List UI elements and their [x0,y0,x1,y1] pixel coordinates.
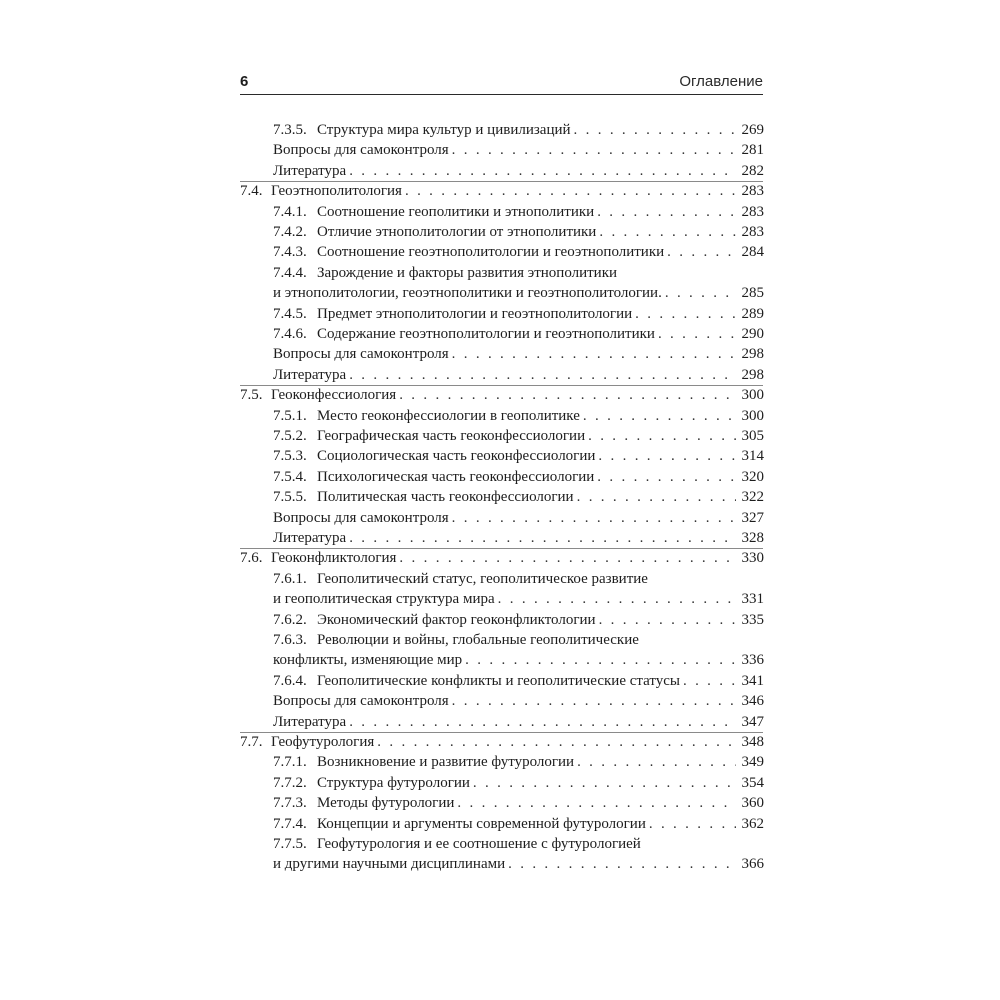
toc-entry-continuation [273,854,764,874]
toc-entry-page: 354 [741,774,764,791]
dot-leader [577,487,736,507]
dot-leader [667,242,735,262]
dot-leader [577,752,735,772]
toc-entry [273,324,764,344]
toc-entry-continuation [273,283,764,303]
toc-entry-number: 7.5.1. [273,407,307,424]
toc-entry-page: 336 [741,652,764,669]
toc-entry-page: 289 [741,305,764,322]
running-title: Оглавление [679,73,763,90]
dot-leader [452,508,736,528]
toc-entry-title-continued: и другими научными дисциплинами [273,856,506,873]
toc-entry-title: Литература [273,366,347,383]
dot-leader [498,589,736,609]
toc-entry-title: Геоконфликтология [271,550,397,567]
toc-entry-number: 7.4.5. [273,305,307,322]
toc-entry [273,610,764,630]
toc-entry-title: Содержание геоэтнополитологии и геоэтнополитики [317,326,655,342]
toc-entry-title: Геополитические конфликты и геополитические статусы [317,672,680,689]
toc-entry-page: 298 [741,346,764,363]
toc-entry-title: Геоконфессиология [271,387,397,404]
toc-entry-page: 341 [741,672,764,689]
toc-entry-page: 366 [741,856,764,873]
toc-entry-number: 7.5.5. [273,489,307,506]
toc-section [240,732,764,752]
page-number: 6 [240,73,249,90]
dot-leader [399,548,735,568]
toc-entry-title: Вопросы для самоконтроля [273,509,449,526]
dot-leader [508,854,735,874]
toc-entry-number: 7.6.2. [273,611,307,628]
toc-entry-number: 7.6. [240,550,263,567]
toc-entry-number: 7.4.3. [273,244,307,261]
dot-leader [405,181,736,201]
toc-entry-number: 7.4. [240,183,263,200]
dot-leader [349,528,735,548]
toc-entry-title: Революции и войны, глобальные геополитические [317,632,639,648]
dot-leader [598,446,735,466]
toc-entry [273,406,764,426]
toc-entry-page: 290 [741,326,764,342]
toc-entry-title: Предмет этнополитологии и геоэтнополитологии [317,305,633,322]
toc-entry-page: 283 [741,224,764,240]
section-divider [240,548,763,549]
toc-entry-number: 7.6.1. [273,570,307,587]
toc-entry-page: 305 [741,428,764,444]
toc-entry [273,202,764,222]
toc-entry [273,263,764,283]
toc-entry-title: Геофутурология и ее соотношение с футурологией [317,836,641,852]
toc-entry-page: 298 [741,366,764,383]
toc-entry-title: Вопросы для самоконтроля [273,693,449,710]
toc-entry [273,365,764,385]
section-divider [240,732,763,733]
dot-leader [683,671,736,691]
toc-entry-title: Социологическая часть геоконфессиологии [317,448,596,465]
toc-entry-number: 7.6.3. [273,632,307,648]
toc-entry-title: Литература [273,530,347,546]
toc-entry [273,140,764,160]
toc-entry-number: 7.5.4. [273,468,307,485]
toc-entry-page: 320 [741,468,764,485]
toc-entry-title: Политическая часть геоконфессиологии [317,489,574,506]
toc-entry-title-continued: конфликты, изменяющие мир [273,652,463,669]
toc-entry-page: 300 [741,387,764,404]
toc-entry-title: Методы футурологии [317,795,455,812]
toc-entry [273,222,764,242]
toc-entry-number: 7.7.3. [273,795,307,812]
dot-leader [599,222,735,242]
section-divider [240,385,763,386]
toc-entry-title: Зарождение и факторы развития этнополитики [317,264,618,281]
toc-entry-number: 7.3.5. [273,122,307,138]
toc-entry-title: Литература [273,713,347,730]
toc-entry-page: 331 [741,591,764,608]
toc-entry-title: Вопросы для самоконтроля [273,346,449,363]
toc-entry-title: Психологическая часть геоконфессиологии [317,468,595,485]
toc-entry-page: 328 [741,530,764,546]
toc-entry-title: Географическая часть геоконфессиологии [317,428,586,444]
toc-entry-page: 347 [741,713,764,730]
toc-entry-number: 7.4.1. [273,203,307,220]
toc-entry-page: 362 [741,815,764,832]
dot-leader [649,814,736,834]
toc-entry [273,304,764,324]
toc-entry-page: 349 [741,754,764,771]
toc-entry-number: 7.5. [240,387,263,404]
toc-entry-number: 7.4.2. [273,224,307,240]
dot-leader [399,385,735,405]
toc-entry [273,242,764,262]
toc-entry [273,120,764,140]
dot-leader [597,467,735,487]
toc-entry-number: 7.7.5. [273,836,307,852]
toc-entry-title: Возникновение и развитие футурологии [317,754,575,771]
dot-leader [658,324,736,344]
dot-leader [583,406,736,426]
dot-leader [452,691,736,711]
toc-entry-continuation [273,650,764,670]
toc-entry-title: Структура футурологии [317,774,470,791]
toc-entry-page: 283 [741,183,764,200]
toc-entry-page: 285 [741,285,764,302]
toc-entry-title: Экономический фактор геоконфликтологии [317,611,596,628]
toc-entry [273,752,764,772]
toc-entry-number: 7.7. [240,734,263,750]
toc-entry [273,569,764,589]
dot-leader [349,365,735,385]
dot-leader [473,773,736,793]
toc-entry-page: 327 [741,509,764,526]
toc-entry-number: 7.7.2. [273,774,307,791]
toc-entry-title: Геополитический статус, геополитическое развитие [317,570,648,587]
toc-entry-number: 7.5.2. [273,428,307,444]
toc-entry-page: 284 [741,244,764,261]
toc-entry-page: 269 [741,122,764,138]
toc-entry [273,487,764,507]
toc-entry-title: Концепции и аргументы современной футурологии [317,815,646,832]
dot-leader [599,610,736,630]
section-divider [240,181,763,182]
toc-entry [273,671,764,691]
toc-entry-title: Геоэтнополитология [271,183,402,200]
toc-entry [273,630,764,650]
toc-entry-number: 7.5.3. [273,448,307,465]
toc-entry-page: 346 [741,693,764,710]
toc-entry [273,508,764,528]
toc-entry-page: 360 [741,795,764,812]
toc-entry-page: 283 [741,203,764,220]
dot-leader [377,732,735,752]
toc-entry-title-continued: и геополитическая структура мира [273,591,495,608]
dot-leader [465,650,735,670]
toc-section [240,181,764,201]
toc-entry-title: Отличие этнополитологии от этнополитики [317,224,597,240]
dot-leader [635,304,735,324]
toc-entry-page: 348 [741,734,764,750]
toc-entry [273,446,764,466]
toc-section [240,385,764,405]
toc-entry [273,793,764,813]
toc-entry-page: 335 [741,611,764,628]
toc-entry-number: 7.4.4. [273,264,307,281]
toc-entry-continuation [273,589,764,609]
toc-entry [273,691,764,711]
toc-section [240,548,764,568]
dot-leader [574,120,736,140]
toc-entry-title: Соотношение геополитики и этнополитики [317,203,595,220]
toc-entry-page: 282 [741,162,764,179]
dot-leader [452,344,736,364]
dot-leader [597,202,735,222]
toc-entry [273,344,764,364]
toc-entry-title: Литература [273,162,347,179]
toc-entry-page: 330 [741,550,764,567]
toc-entry-page: 322 [741,489,764,506]
toc-entry-page: 314 [741,448,764,465]
dot-leader [452,140,736,160]
toc-entry-title: Соотношение геоэтнополитологии и геоэтнополитики [317,244,665,261]
toc-entry [273,528,764,548]
toc-entry [273,161,764,181]
dot-leader [349,161,735,181]
toc-entry [273,712,764,732]
toc-entry [273,426,764,446]
toc-entry-number: 7.6.4. [273,672,307,689]
toc-entry [273,814,764,834]
toc-entry [273,773,764,793]
dot-leader [349,712,735,732]
toc-entry [273,834,764,854]
toc-entry-title: Геофутурология [271,734,375,750]
toc-entry-title: Структура мира культур и цивилизаций [317,122,571,138]
toc-entry-page: 281 [741,142,764,159]
toc-entry [273,467,764,487]
dot-leader [588,426,735,446]
toc-entry-number: 7.7.1. [273,754,307,771]
dot-leader [665,283,736,303]
toc-entry-number: 7.4.6. [273,326,307,342]
dot-leader [457,793,735,813]
toc-entry-page: 300 [741,407,764,424]
toc-entry-title: Вопросы для самоконтроля [273,142,449,159]
toc-entry-title-continued: и этнополитологии, геоэтнополитики и геоэтнополитологии. [273,285,662,302]
toc-entry-title: Место геоконфессиологии в геополитике [317,407,580,424]
toc-entry-number: 7.7.4. [273,815,307,832]
